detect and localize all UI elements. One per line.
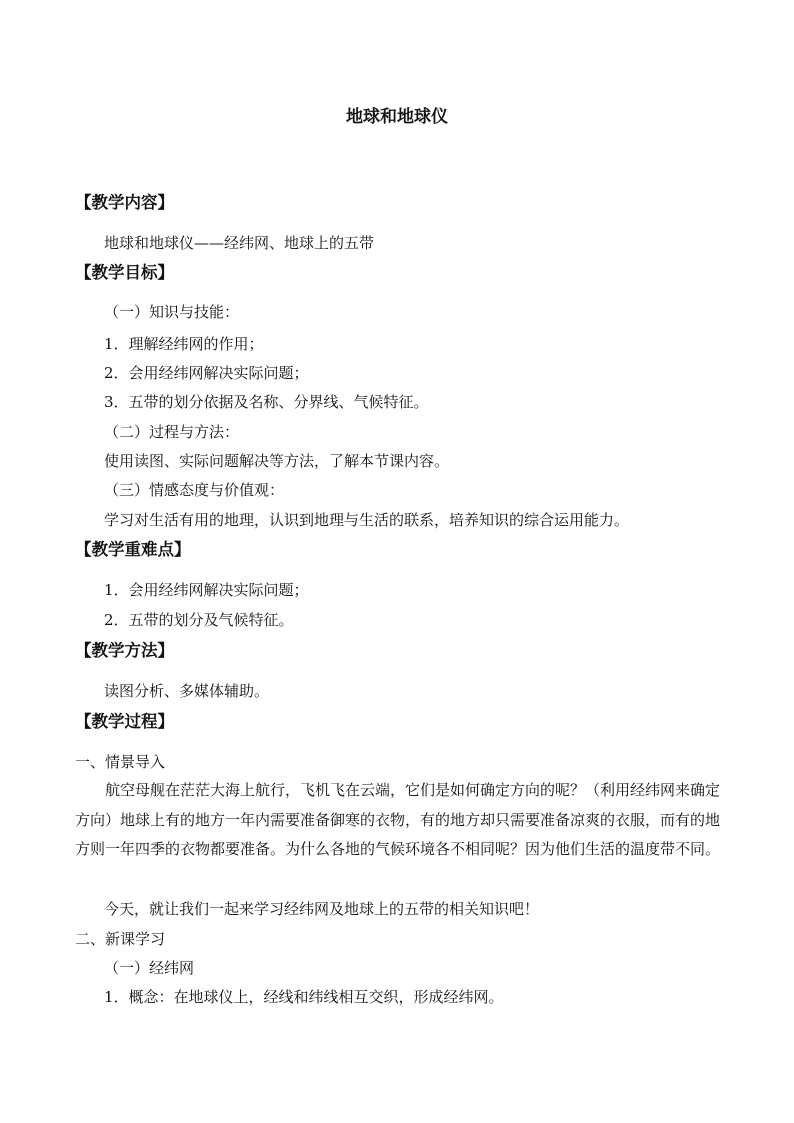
step-1-paragraph-1: 航空母舰在茫茫大海上航行，飞机飞在云端，它们是如何确定方向的呢？（利用经纬网来确定方向）地球上有的地方一年内需要准备御寒的衣物，有的地方却只需要准备凉爽的衣服，而有的地方则一年四季的衣物都要准备。为什么各地的气候环境各不相同呢？因为他们生活的温度带不同。	[75, 781, 721, 858]
key-point-2: 2．五带的划分及气候特征。	[104, 611, 294, 629]
document-title: 地球和地球仪	[346, 107, 448, 127]
step-2-concept: 1．概念：在地球仪上，经线和纬线相互交织，形成经纬网。	[104, 988, 504, 1006]
goals-process-label: （二）过程与方法：	[104, 423, 240, 441]
section-heading-key: 【教学重难点】	[75, 540, 191, 559]
step-2-subheading: （一）经纬网	[104, 959, 195, 977]
goals-emotion-text: 学习对生活有用的地理，认识到地理与生活的联系，培养知识的综合运用能力。	[104, 511, 630, 529]
content-text: 地球和地球仪——经纬网、地球上的五带	[104, 234, 375, 252]
section-heading-content: 【教学内容】	[75, 193, 174, 212]
step-2-title: 二、新课学习	[75, 930, 166, 948]
goals-item-3: 3．五带的划分依据及名称、分界线、气候特征。	[104, 393, 429, 411]
goals-emotion-label: （三）情感态度与价值观：	[104, 481, 285, 499]
step-1-paragraph-2: 今天，就让我们一起来学习经纬网及地球上的五带的相关知识吧！	[104, 900, 540, 918]
goals-item-1: 1．理解经纬网的作用；	[104, 335, 264, 353]
method-text: 读图分析、多媒体辅助。	[104, 682, 270, 700]
section-heading-goals: 【教学目标】	[75, 263, 174, 282]
goals-knowledge-label: （一）知识与技能：	[104, 303, 240, 321]
goals-process-text: 使用读图、实际问题解决等方法，了解本节课内容。	[104, 452, 450, 470]
key-point-1: 1．会用经纬网解决实际问题；	[104, 581, 309, 599]
step-1-title: 一、情景导入	[75, 753, 166, 771]
section-heading-method: 【教学方法】	[75, 641, 174, 660]
section-heading-process: 【教学过程】	[75, 712, 174, 731]
goals-item-2: 2．会用经纬网解决实际问题；	[104, 364, 309, 382]
